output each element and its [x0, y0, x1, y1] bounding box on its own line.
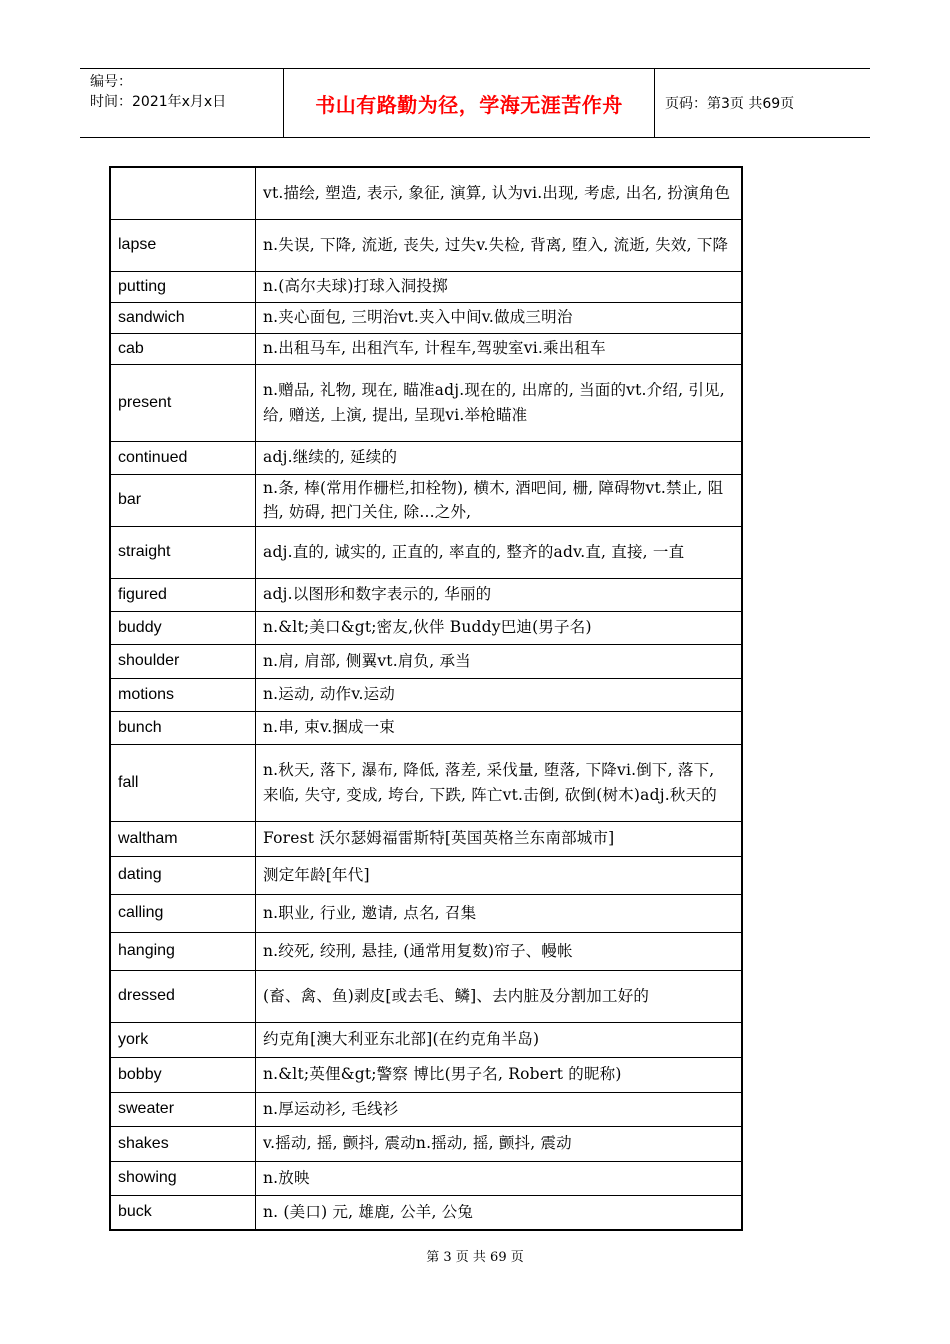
- table-row: [110, 1092, 742, 1126]
- table-row: [110, 1057, 742, 1092]
- definition-cell: n.夹心面包, 三明治vt.夹入中间v.做成三明治: [256, 302, 743, 333]
- vocabulary-table-body: [110, 167, 742, 1230]
- table-row: [110, 711, 742, 744]
- table-row: [110, 678, 742, 711]
- table-row: [110, 856, 742, 894]
- table-row: [110, 474, 742, 526]
- word-cell: buck: [110, 1195, 256, 1230]
- word-cell: dressed: [110, 970, 256, 1022]
- definition-cell: n.条, 棒(常用作栅栏,扣栓物), 横木, 酒吧间, 栅, 障碍物vt.禁止, 阻挡, 妨碍, 把门关住, 除...之外,: [256, 474, 743, 526]
- word-cell: sweater: [110, 1092, 256, 1126]
- word-cell: hanging: [110, 932, 256, 970]
- table-row: [110, 894, 742, 932]
- word-cell: dating: [110, 856, 256, 894]
- word-cell: [110, 167, 256, 219]
- word-cell: sandwich: [110, 302, 256, 333]
- definition-cell: n.放映: [256, 1161, 743, 1195]
- page-info: 页码：第3页 共69页: [665, 96, 795, 112]
- word-cell: buddy: [110, 611, 256, 644]
- word-cell: figured: [110, 578, 256, 611]
- definition-cell: n.出租马车, 出租汽车, 计程车,驾驶室vi.乘出租车: [256, 333, 743, 364]
- definition-cell: n.失误, 下降, 流逝, 丧失, 过失v.失检, 背离, 堕入, 流逝, 失效, 下降: [256, 219, 743, 271]
- definition-cell: n.秋天, 落下, 瀑布, 降低, 落差, 采伐量, 堕落, 下降vi.倒下, 落下, 来临, 失守, 变成, 垮台, 下跌, 阵亡vt.击倒, 砍倒(树木)adj.秋天的: [256, 744, 743, 821]
- table-row: [110, 1195, 742, 1230]
- definition-cell: n.运动, 动作v.运动: [256, 678, 743, 711]
- definition-cell: adj.直的, 诚实的, 正直的, 率直的, 整齐的adv.直, 直接, 一直: [256, 526, 743, 578]
- definition-cell: n.绞死, 绞刑, 悬挂, (通常用复数)帘子、幔帐: [256, 932, 743, 970]
- page-header: [80, 68, 870, 138]
- definition-cell: Forest 沃尔瑟姆福雷斯特[英国英格兰东南部城市]: [256, 821, 743, 856]
- definition-cell: n.串, 束v.捆成一束: [256, 711, 743, 744]
- table-row: [110, 578, 742, 611]
- table-row: [110, 1022, 742, 1057]
- definition-cell: n.赠品, 礼物, 现在, 瞄准adj.现在的, 出席的, 当面的vt.介绍, 引见, 给, 赠送, 上演, 提出, 呈现vi.举枪瞄准: [256, 364, 743, 441]
- word-cell: motions: [110, 678, 256, 711]
- definition-cell: adj.以图形和数字表示的, 华丽的: [256, 578, 743, 611]
- table-row: [110, 932, 742, 970]
- definition-cell: (畜、禽、鱼)剥皮[或去毛、鳞]、去内脏及分割加工好的: [256, 970, 743, 1022]
- table-row: [110, 611, 742, 644]
- header-meta-cell: [80, 69, 284, 137]
- table-row: [110, 970, 742, 1022]
- table-row: [110, 219, 742, 271]
- word-cell: bobby: [110, 1057, 256, 1092]
- table-row: [110, 1161, 742, 1195]
- word-cell: putting: [110, 271, 256, 302]
- word-cell: shakes: [110, 1126, 256, 1161]
- table-row: [110, 526, 742, 578]
- table-row: [110, 302, 742, 333]
- table-row: [110, 441, 742, 474]
- definition-cell: vt.描绘, 塑造, 表示, 象征, 演算, 认为vi.出现, 考虑, 出名, 扮演角色: [256, 167, 743, 219]
- word-cell: showing: [110, 1161, 256, 1195]
- table-row: [110, 271, 742, 302]
- table-row: [110, 333, 742, 364]
- number-label: 编号：: [90, 74, 132, 90]
- table-row: [110, 644, 742, 678]
- definition-cell: n.&lt;英俚&gt;警察 博比(男子名, Robert 的昵称): [256, 1057, 743, 1092]
- word-cell: continued: [110, 441, 256, 474]
- definition-cell: n.(高尔夫球)打球入洞投掷: [256, 271, 743, 302]
- definition-cell: n.职业, 行业, 邀请, 点名, 召集: [256, 894, 743, 932]
- definition-cell: 测定年龄[年代]: [256, 856, 743, 894]
- time-label: 时间：2021年x月x日: [90, 94, 227, 110]
- definition-cell: 约克角[澳大利亚东北部](在约克角半岛): [256, 1022, 743, 1057]
- table-row: [110, 821, 742, 856]
- table-row: [110, 364, 742, 441]
- definition-cell: v.摇动, 摇, 颤抖, 震动n.摇动, 摇, 颤抖, 震动: [256, 1126, 743, 1161]
- definition-cell: n.肩, 肩部, 侧翼vt.肩负, 承当: [256, 644, 743, 678]
- word-cell: waltham: [110, 821, 256, 856]
- word-cell: fall: [110, 744, 256, 821]
- word-cell: bar: [110, 474, 256, 526]
- word-cell: calling: [110, 894, 256, 932]
- table-row: [110, 744, 742, 821]
- word-cell: straight: [110, 526, 256, 578]
- motto: 书山有路勤为径，学海无涯苦作舟: [315, 92, 623, 117]
- definition-cell: adj.继续的, 延续的: [256, 441, 743, 474]
- header-motto-cell: [284, 69, 655, 137]
- definition-cell: n.&lt;美口&gt;密友,伙伴 Buddy巴迪(男子名): [256, 611, 743, 644]
- table-row: [110, 1126, 742, 1161]
- word-cell: present: [110, 364, 256, 441]
- table-row: [110, 167, 742, 219]
- definition-cell: n. (美口) 元, 雄鹿, 公羊, 公兔: [256, 1195, 743, 1230]
- word-cell: york: [110, 1022, 256, 1057]
- definition-cell: n.厚运动衫, 毛线衫: [256, 1092, 743, 1126]
- word-cell: cab: [110, 333, 256, 364]
- page-footer: 第 3 页 共 69 页: [426, 1250, 524, 1265]
- word-cell: bunch: [110, 711, 256, 744]
- vocabulary-table: [109, 166, 743, 1231]
- header-page-cell: [655, 69, 870, 137]
- word-cell: lapse: [110, 219, 256, 271]
- word-cell: shoulder: [110, 644, 256, 678]
